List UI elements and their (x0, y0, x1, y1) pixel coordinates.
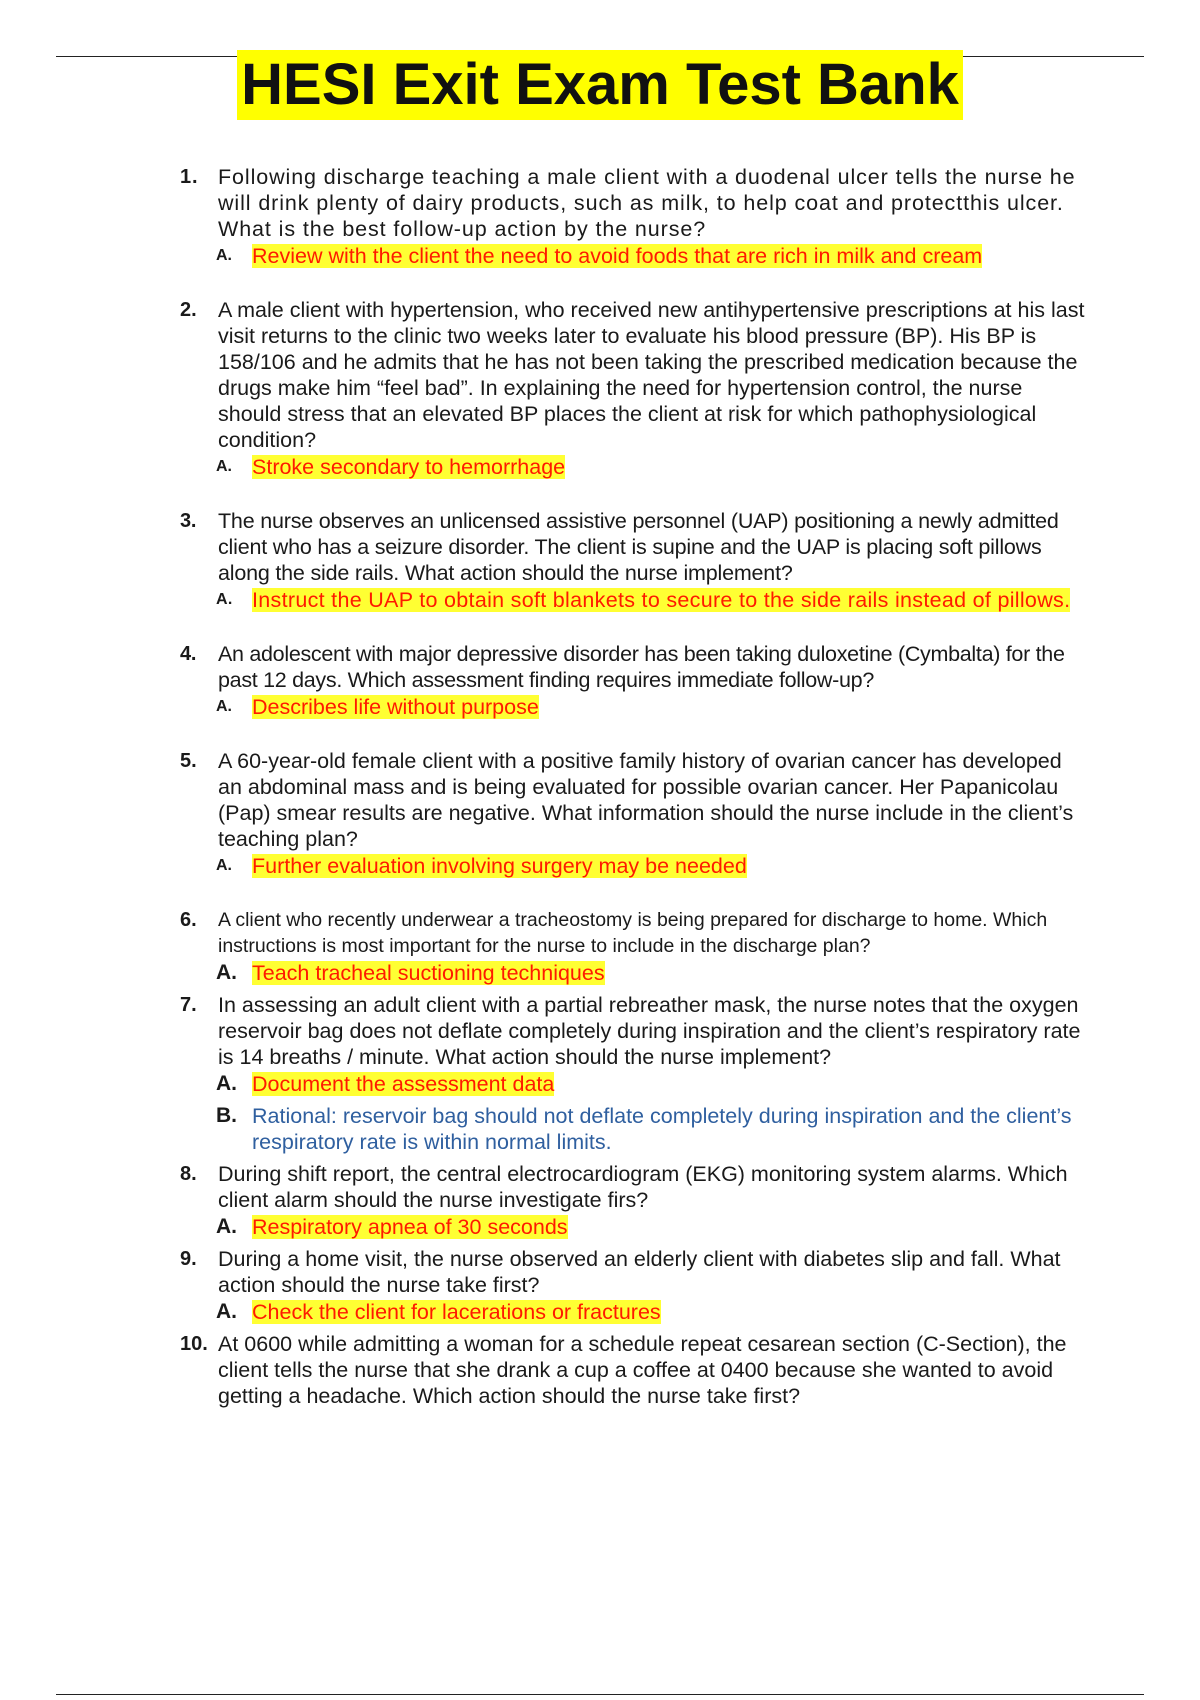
question-7 (180, 992, 1085, 1070)
question-number: 7. (180, 994, 197, 1016)
question-10 (180, 1331, 1085, 1409)
answer-letter: A. (216, 458, 232, 475)
question-text: A client who recently underwear a tracheostomy is being prepared for discharge to home. Which instructions is most important for the nurse to include in the discharge plan? (218, 909, 1048, 957)
document-title: HESI Exit Exam Test Bank (237, 50, 963, 120)
question-number: 4. (180, 643, 197, 665)
answer-letter: B. (216, 1104, 237, 1127)
answer-9a (142, 1299, 1085, 1325)
answer-text: Document the assessment data (252, 1072, 555, 1096)
question-text: At 0600 while admitting a woman for a schedule repeat cesarean section (C-Section), the client tells the nurse that she drank a cup a coffee at 0400 because she wanted to avoid getting a headache. Which action should the nurse take first? (218, 1332, 1067, 1408)
question-text: During a home visit, the nurse observed an elderly client with diabetes slip and fall. What action should the nurse take first? (218, 1247, 1061, 1297)
answer-text: Stroke secondary to hemorrhage (252, 455, 566, 479)
question-number: 6. (180, 909, 197, 931)
question-4 (180, 641, 1085, 693)
bottom-rule (56, 1694, 1144, 1695)
answer-letter: A. (216, 1215, 237, 1238)
answer-3a (142, 587, 1085, 613)
question-text: In assessing an adult client with a partial rebreather mask, the nurse notes that the oxygen reservoir bag does not deflate completely during inspiration and the client’s respiratory rate is 14 breaths / minute. What action should the nurse implement? (218, 993, 1081, 1069)
answer-2a (142, 454, 1085, 480)
question-number: 1. (180, 166, 199, 188)
answer-8a (142, 1214, 1085, 1240)
answer-7a (142, 1071, 1085, 1097)
answer-letter: A. (216, 961, 237, 984)
question-text: The nurse observes an unlicensed assistive personnel (UAP) positioning a newly admitted client who has a seizure disorder. The client is supine and the UAP is placing soft pillows along the side rails. What action should the nurse implement? (218, 509, 1059, 585)
question-list (180, 164, 1085, 1409)
question-text: During shift report, the central electrocardiogram (EKG) monitoring system alarms. Which client alarm should the nurse investigate firs? (218, 1162, 1068, 1212)
question-1 (180, 164, 1085, 242)
answer-4a (142, 694, 1085, 720)
answer-text: Instruct the UAP to obtain soft blankets to secure to the side rails instead of pillows. (252, 588, 1071, 612)
answer-text: Describes life without purpose (252, 695, 539, 719)
answer-7b (142, 1103, 1085, 1155)
question-text: A 60-year-old female client with a positive family history of ovarian cancer has developed an abdominal mass and is being evaluated for possible ovarian cancer. Her Papanicolau (Pap) smear results are negative. What information should the nurse include in the client’s teaching plan? (218, 749, 1074, 851)
answer-letter: A. (216, 247, 232, 264)
answer-letter: A. (216, 1300, 237, 1323)
question-text: Following discharge teaching a male client with a duodenal ulcer tells the nurse he will drink plenty of dairy products, such as milk, to help coat and protectthis ulcer. What is the best follow-up action by the nurse? (218, 165, 1076, 241)
question-number: 5. (180, 750, 197, 772)
answer-text: Respiratory apnea of 30 seconds (252, 1215, 568, 1239)
title-container (0, 50, 1200, 120)
answer-text: Check the client for lacerations or fractures (252, 1300, 661, 1324)
answer-letter: A. (216, 857, 232, 874)
question-2 (180, 297, 1085, 453)
answer-letter: A. (216, 591, 233, 608)
question-text: A male client with hypertension, who received new antihypertensive prescriptions at his last visit returns to the clinic two weeks later to evaluate his blood pressure (BP). His BP is 158/106 and he admits that he has not been taking the prescribed medication because the drugs make him “feel bad”. In explaining the need for hypertension control, the nurse should stress that an elevated BP places the client at risk for which pathophysiological condition? (218, 298, 1085, 452)
answer-5a (142, 853, 1085, 879)
rational-text: Rational: reservoir bag should not deflate completely during inspiration and the client’s respiratory rate is within normal limits. (252, 1104, 1072, 1154)
question-8 (180, 1161, 1085, 1213)
question-3 (180, 508, 1085, 586)
question-9 (180, 1246, 1085, 1298)
question-text: An adolescent with major depressive disorder has been taking duloxetine (Cymbalta) for the past 12 days. Which assessment finding requires immediate follow-up? (218, 642, 1065, 692)
question-number: 8. (180, 1163, 197, 1185)
answer-1a (142, 243, 1085, 269)
question-number: 2. (180, 299, 197, 321)
question-6 (180, 907, 1085, 959)
answer-text: Teach tracheal suctioning techniques (252, 961, 605, 985)
question-number: 3. (180, 510, 197, 532)
answer-letter: A. (216, 698, 232, 715)
question-number: 10. (180, 1333, 208, 1355)
answer-6a (142, 960, 1085, 986)
answer-text: Review with the client the need to avoid foods that are rich in milk and cream (252, 244, 983, 268)
answer-text: Further evaluation involving surgery may be needed (252, 854, 747, 878)
question-number: 9. (180, 1248, 197, 1270)
answer-letter: A. (216, 1072, 237, 1095)
question-5 (180, 748, 1085, 852)
